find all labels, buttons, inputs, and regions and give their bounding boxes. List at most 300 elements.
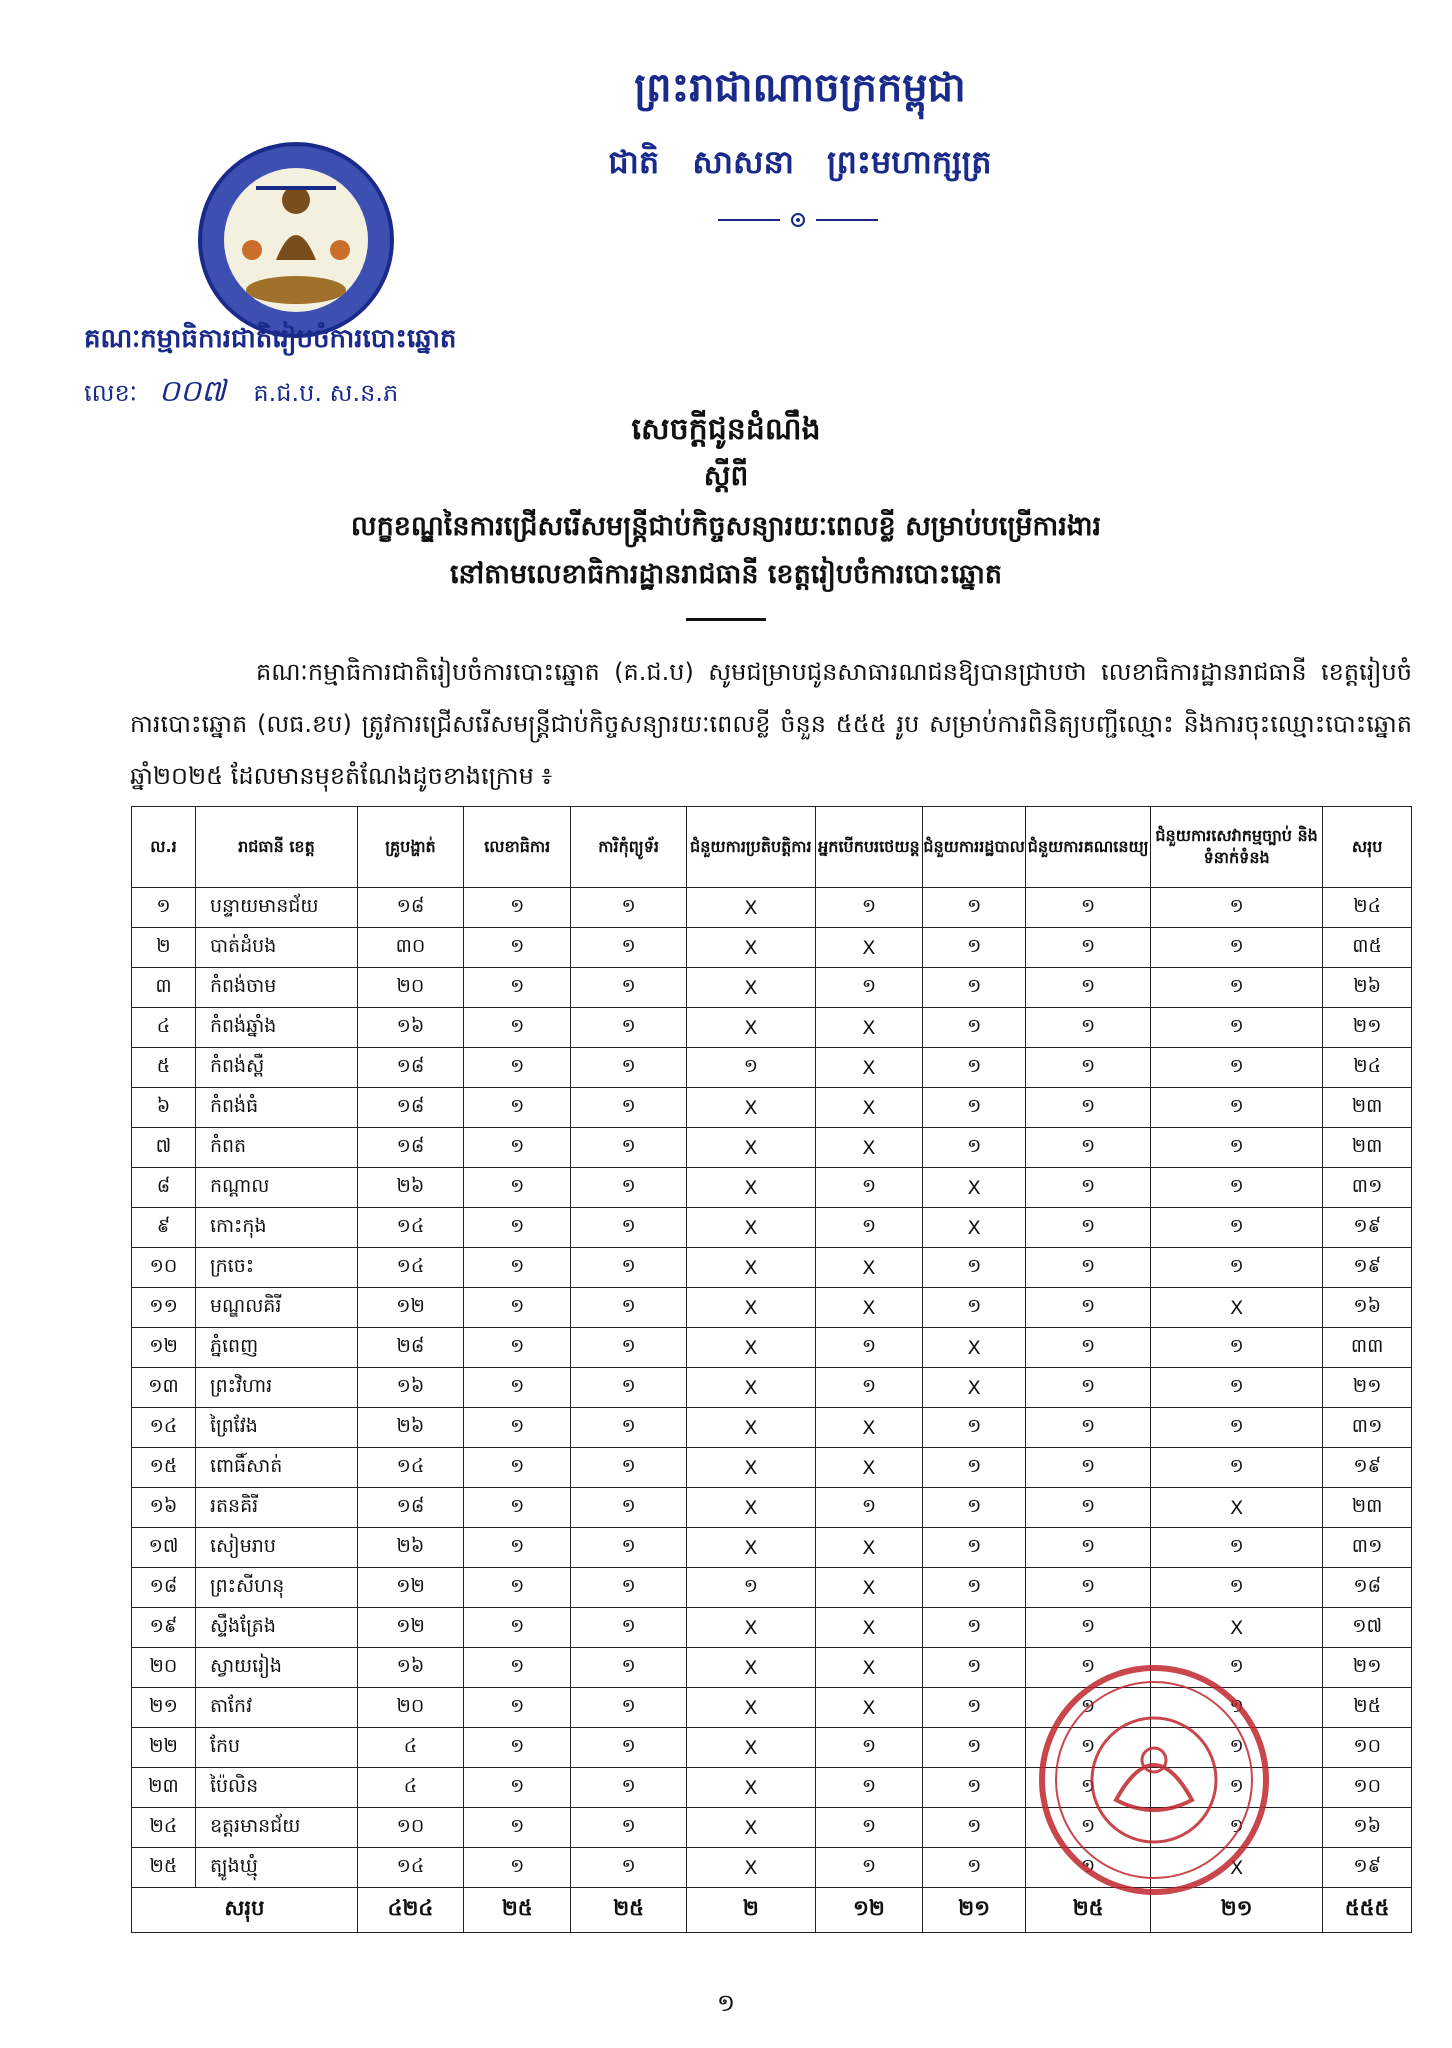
table-cell: ១ [923,1008,1026,1048]
table-cell: X [815,1448,922,1488]
table-cell: ១ [571,1448,687,1488]
table-cell: ១ [1026,968,1151,1008]
table-cell: ១ [923,1688,1026,1728]
table-cell: ១ [815,888,922,928]
table-cell: ១០ [357,1808,463,1848]
table-cell: ១ [923,1128,1026,1168]
table-cell: ១៨ [357,888,463,928]
table-cell: ១ [1151,928,1323,968]
table-cell: ១ [1151,888,1323,928]
table-cell: ១ [571,1648,687,1688]
table-cell: ១២ [357,1608,463,1648]
table-cell: X [815,1408,922,1448]
table-cell: ១ [815,1488,922,1528]
table-cell: ៤ [357,1728,463,1768]
table-cell: ១ [923,888,1026,928]
table-cell: ២០ [357,968,463,1008]
table-row [132,968,1412,1008]
table-cell: ១៩ [1323,1848,1412,1888]
table-cell: ២៣ [132,1768,196,1808]
table-cell: ១ [132,888,196,928]
table-cell: ៥ [132,1048,196,1088]
table-cell: ៣០ [357,928,463,968]
table-cell: ១៤ [132,1408,196,1448]
table-row [132,1608,1412,1648]
table-cell: ១ [1151,1168,1323,1208]
table-cell: ១ [1151,1368,1323,1408]
table-cell: ២៥ [1323,1688,1412,1728]
table-cell: ព្រះវិហារ [195,1368,357,1408]
table-cell: X [686,1808,815,1848]
table-cell: ១ [571,1608,687,1648]
column-header: ល.រ [132,807,196,888]
table-cell: ១ [923,1568,1026,1608]
table-cell: ១ [923,1288,1026,1328]
table-cell: ១ [571,1368,687,1408]
column-header: លេខាធិការ [464,807,571,888]
table-cell: ១០ [1323,1768,1412,1808]
table-cell: ១ [1151,1208,1323,1248]
table-header-row [132,807,1412,888]
table-row [132,1528,1412,1568]
nec-emblem-icon [196,140,396,340]
total-cell: ៥៥៥ [1323,1888,1412,1933]
table-cell: ស្វាយរៀង [195,1648,357,1688]
table-cell: ១៧ [1323,1608,1412,1648]
table-cell: ១ [1026,1688,1151,1728]
table-cell: ១ [464,1048,571,1088]
column-header: ការិកុំព្យូទ័រ [571,807,687,888]
table-cell: ១ [571,1688,687,1728]
table-cell: ១ [923,1488,1026,1528]
table-cell: X [815,1528,922,1568]
table-cell: ១ [1151,1768,1323,1808]
table-cell: ១៨ [357,1048,463,1088]
table-cell: ១ [571,1488,687,1528]
table-cell: ១៤ [357,1248,463,1288]
table-cell: ១ [1151,1328,1323,1368]
table-cell: ១៤ [357,1448,463,1488]
table-cell: ១ [1151,1048,1323,1088]
table-row [132,1488,1412,1528]
table-cell: ៩ [132,1208,196,1248]
table-cell: X [686,1688,815,1728]
table-cell: ១២ [132,1328,196,1368]
table-cell: ១៦ [1323,1808,1412,1848]
total-cell: ២៥ [571,1888,687,1933]
table-cell: កែប [195,1728,357,1768]
table-cell: ១ [1026,888,1151,928]
table-cell: ១ [571,968,687,1008]
table-cell: ២៥ [132,1848,196,1888]
table-cell: ១ [464,1528,571,1568]
table-row [132,1368,1412,1408]
table-cell: X [686,928,815,968]
column-header: ជំនួយការប្រតិបត្តិការ [686,807,815,888]
table-row [132,1448,1412,1488]
table-cell: ១ [464,888,571,928]
table-cell: X [686,1528,815,1568]
document-number-suffix: គ.ជ.ប. ស.ន.ភ [253,379,399,407]
table-cell: X [686,1488,815,1528]
table-cell: X [815,1688,922,1728]
table-cell: ១ [1151,1128,1323,1168]
table-cell: ១ [571,1128,687,1168]
table-cell: ២៣ [1323,1088,1412,1128]
table-cell: ឧត្តរមានជ័យ [195,1808,357,1848]
table-cell: ៣១ [1323,1168,1412,1208]
table-cell: ពោធិ៍សាត់ [195,1448,357,1488]
table-cell: ១ [923,1088,1026,1128]
total-cell: ២១ [1151,1888,1323,1933]
table-cell: ២៦ [357,1168,463,1208]
table-cell: ១ [1026,1368,1151,1408]
table-cell: X [1151,1288,1323,1328]
table-cell: ១ [571,928,687,968]
table-cell: ២៤ [132,1808,196,1848]
table-cell: ១៨ [357,1088,463,1128]
table-cell: ១ [1026,1408,1151,1448]
table-cell: ២៤ [1323,1048,1412,1088]
table-cell: ១ [464,1608,571,1648]
table-cell: កំពង់ស្ពឺ [195,1048,357,1088]
ornament-divider-icon [718,212,878,228]
table-cell: ១ [1026,1008,1151,1048]
table-cell: ១ [1151,1088,1323,1128]
table-cell: ២០ [132,1648,196,1688]
table-cell: X [686,1848,815,1888]
table-cell: X [686,1368,815,1408]
notice-subject-line-1: លក្ខខណ្ឌនៃការជ្រើសរើសមន្ត្រីជាប់កិច្ចសន្យារយៈពេលខ្លី សម្រាប់បម្រើការងារ [350,511,1102,542]
total-label: សរុប [132,1888,358,1933]
table-cell: X [686,1168,815,1208]
table-row [132,1048,1412,1088]
table-cell: ១ [1026,1168,1151,1208]
table-cell: ១ [464,1808,571,1848]
table-cell: X [815,1048,922,1088]
table-cell: X [686,1728,815,1768]
table-cell: X [686,1088,815,1128]
table-cell: X [1151,1608,1323,1648]
table-cell: ១ [686,1568,815,1608]
table-cell: X [686,1208,815,1248]
table-cell: រតនគិរី [195,1488,357,1528]
table-cell: ១ [1151,1808,1323,1848]
column-header: សរុប [1323,807,1412,888]
table-cell: X [815,1128,922,1168]
table-cell: ១ [923,1808,1026,1848]
total-cell: ២១ [923,1888,1026,1933]
table-cell: ១ [1026,1088,1151,1128]
table-cell: ១ [464,1568,571,1608]
table-cell: ២៦ [1323,968,1412,1008]
table-cell: ១ [464,1008,571,1048]
column-header: អ្នកបើកបរថេយន្ត [815,807,922,888]
table-cell: X [923,1168,1026,1208]
table-cell: ១ [815,1328,922,1368]
table-cell: ១ [1026,1728,1151,1768]
table-cell: ១ [571,1088,687,1128]
table-cell: ៣ [132,968,196,1008]
table-cell: ១ [1151,1408,1323,1448]
table-cell: ១ [923,1528,1026,1568]
table-row [132,1008,1412,1048]
table-cell: ២៦ [357,1408,463,1448]
table-cell: ៧ [132,1128,196,1168]
table-cell: កំពង់ឆ្នាំង [195,1008,357,1048]
table-cell: ១ [1026,1768,1151,1808]
page-number: ១ [716,1989,736,2017]
table-cell: ព្រះសីហនុ [195,1568,357,1608]
table-cell: ១៨ [357,1128,463,1168]
table-row [132,1408,1412,1448]
table-cell: ១៨ [1323,1568,1412,1608]
document-number-label: លេខៈ [84,379,138,407]
table-cell: ២៤ [1323,888,1412,928]
table-cell: តាកែវ [195,1688,357,1728]
table-cell: X [815,928,922,968]
table-cell: ១ [1026,1048,1151,1088]
table-cell: ១ [1151,1248,1323,1288]
table-cell: ១ [1151,968,1323,1008]
table-cell: ១២ [357,1288,463,1328]
table-row [132,1288,1412,1328]
table-cell: ១ [1026,1328,1151,1368]
table-cell: មណ្ឌលគិរី [195,1288,357,1328]
table-row [132,1128,1412,1168]
table-cell: ១៦ [357,1368,463,1408]
table-cell: ១០ [132,1248,196,1288]
notice-title: សេចក្តីជូនដំណឹង [631,412,821,447]
kingdom-heading: ព្រះរាជាណាចក្រកម្ពុជា [634,65,966,111]
table-cell: ១៦ [357,1008,463,1048]
table-cell: ក្រចេះ [195,1248,357,1288]
table-cell: ភ្នំពេញ [195,1328,357,1368]
table-cell: ១ [1026,1608,1151,1648]
table-cell: ១ [923,968,1026,1008]
table-cell: ៨ [132,1168,196,1208]
table-cell: X [686,1768,815,1808]
table-cell: កណ្តាល [195,1168,357,1208]
table-cell: X [686,1128,815,1168]
table-cell: ១ [464,1408,571,1448]
table-cell: ១ [815,1728,922,1768]
table-cell: ១ [1151,1648,1323,1688]
document-number-value: ០០៧ [158,374,226,409]
table-cell: X [1151,1488,1323,1528]
table-cell: X [686,1608,815,1648]
table-cell: X [686,1648,815,1688]
table-cell: ១ [1026,1568,1151,1608]
table-cell: ១ [571,888,687,928]
table-cell: ២១ [1323,1368,1412,1408]
table-cell: ១ [464,1288,571,1328]
table-cell: X [815,1288,922,1328]
issuing-authority: គណៈកម្មាធិការជាតិរៀបចំការបោះឆ្នោត [84,324,457,354]
table-cell: ១ [571,1168,687,1208]
table-cell: ១ [571,1808,687,1848]
table-cell: ព្រៃវែង [195,1408,357,1448]
total-cell: ១២ [815,1888,922,1933]
table-cell: X [815,1008,922,1048]
table-cell: X [1151,1848,1323,1888]
table-cell: X [815,1568,922,1608]
table-cell: កំពត [195,1128,357,1168]
table-cell: បន្ទាយមានជ័យ [195,888,357,928]
table-cell: ១ [464,1368,571,1408]
total-cell: ២ [686,1888,815,1933]
table-row [132,1208,1412,1248]
table-row [132,1168,1412,1208]
table-cell: X [686,1448,815,1488]
table-cell: ១ [1026,1648,1151,1688]
table-cell: ១៩ [1323,1448,1412,1488]
table-cell: X [686,888,815,928]
table-cell: X [686,1288,815,1328]
table-cell: ១ [464,1128,571,1168]
table-cell: ១ [464,1248,571,1288]
table-cell: ១ [1151,1568,1323,1608]
title-divider [686,618,766,621]
table-cell: X [686,1408,815,1448]
total-cell: ៤២៤ [357,1888,463,1933]
table-cell: ១៩ [1323,1208,1412,1248]
table-cell: ១ [1026,1248,1151,1288]
table-cell: ១៦ [1323,1288,1412,1328]
table-cell: ១ [923,1848,1026,1888]
table-cell: ៣៥ [1323,928,1412,968]
official-seal-icon [1034,1660,1274,1900]
table-cell: ១៤ [357,1848,463,1888]
table-cell: X [815,1248,922,1288]
table-cell: ប៉ៃលិន [195,1768,357,1808]
table-cell: ១៨ [132,1568,196,1608]
table-cell: ១ [923,1408,1026,1448]
table-cell: ១ [571,1328,687,1368]
table-cell: ១ [464,1728,571,1768]
table-cell: ១ [815,1168,922,1208]
table-cell: ១៧ [132,1528,196,1568]
table-cell: ២០ [357,1688,463,1728]
table-row [132,1328,1412,1368]
column-header: គ្រូបង្ហាត់ [357,807,463,888]
table-cell: ១ [1026,928,1151,968]
table-row [132,928,1412,968]
column-header: ជំនួយការរដ្ឋបាល [923,807,1026,888]
table-cell: ២១ [1323,1648,1412,1688]
table-cell: ១ [1026,1128,1151,1168]
table-cell: ១២ [357,1568,463,1608]
table-cell: X [815,1088,922,1128]
table-row [132,1568,1412,1608]
table-cell: ១ [571,1208,687,1248]
table-cell: ១ [464,968,571,1008]
table-cell: ២៣ [1323,1488,1412,1528]
table-cell: ១៦ [357,1648,463,1688]
total-cell: ២៥ [1026,1888,1151,1933]
column-header: ជំនួយការគណនេយ្យ [1026,807,1151,888]
table-cell: ១០ [1323,1728,1412,1768]
table-cell: ១ [1026,1288,1151,1328]
table-cell: ១៥ [132,1448,196,1488]
table-cell: ១ [923,1728,1026,1768]
table-cell: ១ [1151,1008,1323,1048]
table-cell: ១ [815,1848,922,1888]
table-cell: ១៨ [357,1488,463,1528]
table-cell: X [923,1368,1026,1408]
table-cell: ១ [571,1568,687,1608]
table-cell: ១ [686,1048,815,1088]
table-cell: ១៦ [132,1488,196,1528]
table-cell: ១ [815,1808,922,1848]
table-cell: ១ [571,1248,687,1288]
table-cell: ១ [464,1688,571,1728]
table-cell: ៣៣ [1323,1328,1412,1368]
table-cell: ១ [464,1768,571,1808]
table-cell: ១៣ [132,1368,196,1408]
table-cell: ១ [464,1208,571,1248]
table-cell: X [923,1328,1026,1368]
table-cell: ២៦ [357,1528,463,1568]
table-cell: ១ [923,1648,1026,1688]
table-cell: ១ [571,1048,687,1088]
table-row [132,1248,1412,1288]
table-cell: ១ [815,968,922,1008]
table-cell: កំពង់ធំ [195,1088,357,1128]
table-cell: ១ [464,1648,571,1688]
table-cell: ៤ [132,1008,196,1048]
total-cell: ២៥ [464,1888,571,1933]
column-header: ជំនួយការសេវាកម្មច្បាប់ និងទំនាក់ទំនង [1151,807,1323,888]
table-cell: ១៩ [1323,1248,1412,1288]
table-cell: ២១ [1323,1008,1412,1048]
table-cell: ១ [571,1008,687,1048]
table-cell: ១ [1026,1808,1151,1848]
table-cell: ៣១ [1323,1528,1412,1568]
table-cell: X [815,1608,922,1648]
table-cell: ១ [571,1728,687,1768]
table-cell: ១ [464,1448,571,1488]
table-cell: ១ [464,1168,571,1208]
table-cell: ៣១ [1323,1408,1412,1448]
table-cell: ១ [464,1328,571,1368]
table-cell: ១ [923,1448,1026,1488]
table-cell: ៦ [132,1088,196,1128]
table-cell: ១ [923,1608,1026,1648]
table-cell: ១១ [132,1288,196,1328]
table-cell: ១ [923,1768,1026,1808]
table-row [132,888,1412,928]
table-row [132,1088,1412,1128]
intro-paragraph: គណៈកម្មាធិការជាតិរៀបចំការបោះឆ្នោត (គ.ជ.ប) សូមជម្រាបជូនសាធារណជនឱ្យបានជ្រាបថា លេខាធិការដ្ឋានរាជធានី ខេត្តរៀបចំការបោះឆ្នោត (លធ.ខប) ត្រូវការជ្រើសរើសមន្ត្រីជាប់កិច្ចសន្យារយៈពេលខ្លី ចំនួន ៥៥៥ រូប សម្រាប់ការពិនិត្យបញ្ជីឈ្មោះ និងការចុះឈ្មោះបោះឆ្នោត ឆ្នាំ២០២៥ ដែលមានមុខតំណែងដូចខាងក្រោម ៖ [130,658,1412,790]
table-cell: សៀមរាប [195,1528,357,1568]
table-cell: បាត់ដំបង [195,928,357,968]
table-cell: ១ [571,1408,687,1448]
table-cell: ១ [923,1048,1026,1088]
table-cell: ១ [1026,1488,1151,1528]
table-cell: ១ [815,1768,922,1808]
table-cell: X [686,1328,815,1368]
table-cell: ស្ទឹងត្រែង [195,1608,357,1648]
table-cell: កំពង់ចាម [195,968,357,1008]
table-cell: ១ [571,1528,687,1568]
table-cell: ១ [1151,1688,1323,1728]
table-cell: ១ [464,1848,571,1888]
table-cell: ២ [132,928,196,968]
table-cell: ១ [815,1208,922,1248]
table-cell: ត្បូងឃ្មុំ [195,1848,357,1888]
table-cell: ១ [464,928,571,968]
